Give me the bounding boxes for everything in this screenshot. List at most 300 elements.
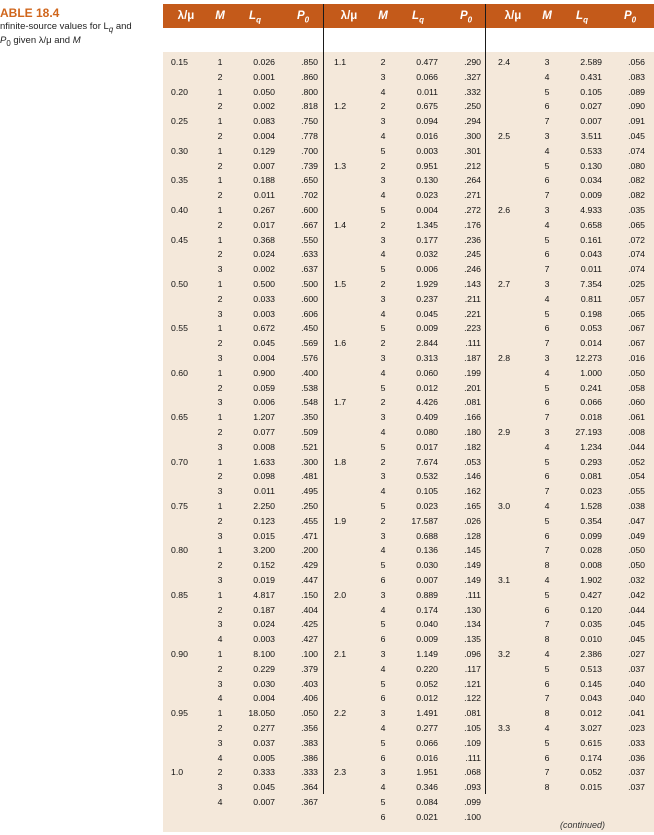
table-cell: 0.034 (580, 175, 602, 186)
table-cell: 3 (380, 412, 386, 423)
table-cell: 2.589 (580, 57, 602, 67)
table-cell: .074 (628, 145, 645, 156)
table-cell: 0.035 (580, 619, 602, 630)
table-cell: .548 (301, 397, 318, 408)
table-cell: .121 (464, 678, 481, 689)
table-cell: 0.094 (416, 116, 438, 127)
table-cell: 17.587 (411, 515, 438, 526)
table-cell: .700 (301, 145, 318, 156)
table-cell: 2 (380, 57, 386, 67)
table-cell: 4 (380, 486, 386, 497)
table-cell: 0.40 (171, 205, 188, 215)
table-cell: 0.675 (416, 101, 438, 112)
header-m-2: M (378, 10, 388, 22)
table-cell: 3 (380, 530, 386, 541)
table-cell: .099 (464, 797, 481, 807)
table-cell: 0.003 (253, 308, 275, 319)
table-cell: 4 (544, 649, 550, 659)
table-cell: 1.902 (580, 575, 602, 585)
table-cell: .111 (465, 752, 481, 763)
table-cell: 0.050 (253, 86, 275, 97)
table-cell: 0.015 (253, 530, 275, 541)
table-cell: 2.0 (334, 589, 347, 600)
table-cell: 5 (380, 264, 386, 275)
table-cell: 0.477 (416, 57, 438, 67)
table-cell: 0.024 (253, 249, 275, 260)
table-cell: 1.528 (580, 501, 602, 511)
table-cell: 1 (217, 145, 223, 156)
data-table (163, 52, 654, 832)
table-cell: 0.033 (253, 293, 275, 304)
table-cell: 2 (380, 338, 386, 349)
table-cell: 2 (217, 427, 223, 437)
table-cell: 0.009 (580, 190, 602, 201)
table-cell: 3 (544, 427, 550, 437)
table-cell: .057 (628, 293, 645, 304)
table-cell: .045 (628, 634, 645, 645)
table-cell: .093 (464, 782, 481, 793)
table-cell: .054 (628, 471, 645, 482)
table-cell: 2.2 (334, 708, 347, 719)
table-cell: 1.951 (416, 767, 438, 778)
table-cell: 1 (217, 116, 223, 127)
table-cell: .026 (464, 515, 481, 526)
table-cell: 5 (380, 737, 386, 748)
table-cell: .089 (628, 86, 645, 97)
table-cell: .427 (301, 634, 318, 645)
table-cell: 0.229 (253, 663, 275, 674)
table-cell: 4 (380, 782, 386, 793)
table-header (163, 4, 654, 28)
table-cell: 3 (380, 71, 386, 82)
table-cell: 2 (380, 397, 386, 408)
table-cell: 5 (380, 501, 386, 511)
table-cell: 6 (544, 471, 550, 482)
table-cell: 0.313 (416, 353, 438, 363)
table-cell: 3 (544, 205, 550, 215)
table-cell: 4 (217, 752, 223, 763)
table-cell: 0.672 (253, 323, 275, 334)
table-cell: .538 (301, 382, 318, 393)
table-cell: .143 (464, 279, 481, 289)
table-cell: .569 (301, 338, 318, 349)
table-cell: 6 (544, 323, 550, 334)
table-cell: 3 (380, 293, 386, 304)
table-cell: 0.55 (171, 323, 188, 334)
table-cell: 1 (217, 456, 223, 467)
table-cell: .637 (301, 264, 318, 275)
table-cell: 3.3 (498, 723, 511, 733)
table-cell: .100 (464, 811, 481, 822)
table-cell: 5 (544, 308, 550, 319)
table-cell: .850 (301, 57, 318, 67)
table-cell: .350 (301, 412, 318, 423)
table-cell: 0.080 (416, 427, 438, 437)
table-cell: .091 (628, 116, 645, 127)
table-cell: 1.4 (334, 219, 347, 230)
table-cell: .404 (301, 604, 318, 615)
table-cell: 3 (380, 589, 386, 600)
header-ratio-2: λ/μ (340, 10, 358, 22)
table-cell: 2.9 (498, 427, 511, 437)
table-cell: 0.012 (416, 693, 438, 704)
table-cell: 0.145 (580, 678, 602, 689)
table-cell: 0.098 (253, 471, 275, 482)
table-cell: .134 (464, 619, 481, 630)
table-cell: 6 (380, 693, 386, 704)
header-m-1: M (215, 10, 225, 22)
table-cell: .109 (464, 737, 481, 748)
table-cell: 0.25 (171, 116, 188, 127)
table-cell: 4 (380, 190, 386, 201)
table-cell: 0.533 (580, 145, 602, 156)
table-cell: 4 (544, 441, 550, 452)
table-cell: 0.900 (253, 367, 275, 378)
table-cell: .082 (628, 190, 645, 201)
table-cell: 2 (380, 515, 386, 526)
table-title: ABLE 18.4 (0, 6, 60, 20)
table-cell: 0.267 (253, 205, 275, 215)
table-cell: .332 (464, 86, 481, 97)
table-cell: .176 (464, 219, 481, 230)
table-cell: 6 (544, 101, 550, 112)
table-cell: .379 (301, 663, 318, 674)
table-cell: .052 (628, 456, 645, 467)
table-cell: 2 (217, 663, 223, 674)
table-cell: 0.431 (580, 71, 602, 82)
table-cell: 1.6 (334, 338, 347, 349)
table-caption (0, 6, 160, 50)
table-cell: 0.011 (253, 486, 275, 497)
table-cell: .290 (464, 57, 481, 67)
table-cell: .146 (464, 471, 481, 482)
table-cell: .212 (464, 160, 481, 171)
table-cell: 0.174 (416, 604, 438, 615)
table-cell: 2.250 (253, 501, 275, 511)
table-cell: 2 (217, 190, 223, 201)
table-cell: .818 (301, 101, 318, 112)
table-cell: 0.889 (416, 589, 438, 600)
table-cell: .272 (464, 205, 481, 215)
table-cell: 0.014 (580, 338, 602, 349)
table-cell: 0.174 (580, 752, 602, 763)
table-cell: 4 (380, 427, 386, 437)
table-cell: 0.003 (416, 145, 438, 156)
table-cell: 0.008 (253, 441, 275, 452)
table-cell: .150 (301, 589, 318, 600)
table-cell: 0.066 (416, 71, 438, 82)
table-cell: 0.004 (253, 353, 275, 363)
table-cell: 0.043 (580, 249, 602, 260)
table-cell: 0.293 (580, 456, 602, 467)
table-cell: .122 (464, 693, 481, 704)
table-cell: 1 (217, 205, 223, 215)
table-cell: .042 (628, 589, 645, 600)
table-cell: .128 (464, 530, 481, 541)
table-cell: 2 (217, 219, 223, 230)
table-cell: 1 (217, 545, 223, 556)
table-cell: 1.9 (334, 515, 347, 526)
table-cell: 3.511 (580, 131, 602, 141)
table-cell: 6 (380, 752, 386, 763)
table-cell: .294 (464, 116, 481, 127)
table-cell: .750 (301, 116, 318, 127)
table-cell: 0.012 (416, 382, 438, 393)
table-cell: 1 (217, 323, 223, 334)
table-cell: 7 (544, 412, 550, 423)
table-cell: .509 (301, 427, 318, 437)
table-cell: 0.277 (253, 723, 275, 733)
table-cell: .223 (464, 323, 481, 334)
table-cell: 2 (217, 71, 223, 82)
table-cell: 2 (217, 249, 223, 260)
table-cell: .800 (301, 86, 318, 97)
table-cell: 4 (380, 249, 386, 260)
table-cell: 6 (380, 811, 386, 822)
table-cell: 0.333 (253, 767, 275, 778)
table-cell: .327 (464, 71, 481, 82)
table-cell: 1.207 (253, 412, 275, 423)
table-cell: 0.016 (416, 752, 438, 763)
table-cell: 0.277 (416, 723, 438, 733)
table-cell: 0.354 (580, 515, 602, 526)
table-cell: .778 (301, 131, 318, 141)
table-cell: 3 (380, 234, 386, 245)
table-cell: .055 (628, 486, 645, 497)
header-m-3: M (542, 10, 552, 22)
table-cell: 3 (544, 57, 550, 67)
table-cell: 4.817 (253, 589, 275, 600)
table-cell: 6 (544, 175, 550, 186)
table-cell: 4 (217, 634, 223, 645)
table-cell: 0.35 (171, 175, 188, 186)
table-cell: 2 (380, 279, 386, 289)
table-cell: .500 (301, 279, 318, 289)
table-cell: 0.95 (171, 708, 188, 719)
table-cell: 5 (380, 382, 386, 393)
table-description: nfinite-source values for $L_q$ and $P_0$ given λ/μ and M (0, 21, 132, 49)
table-cell: .301 (464, 145, 481, 156)
table-cell: 4 (544, 145, 550, 156)
table-cell: 0.50 (171, 279, 188, 289)
table-cell: 2 (217, 767, 223, 778)
table-cell: .065 (628, 219, 645, 230)
table-cell: .702 (301, 190, 318, 201)
table-cell: .211 (464, 293, 481, 304)
table-cell: 0.040 (416, 619, 438, 630)
table-cell: .199 (464, 367, 481, 378)
table-cell: 0.004 (253, 693, 275, 704)
table-cell: 0.65 (171, 412, 188, 423)
table-cell: 6 (544, 397, 550, 408)
table-cell: 2 (217, 160, 223, 171)
table-cell: 0.198 (580, 308, 602, 319)
table-cell: .145 (464, 545, 481, 556)
header-p0-2: $P_0$ (459, 10, 473, 25)
table-cell: .386 (301, 752, 318, 763)
table-cell: .650 (301, 175, 318, 186)
table-cell: 2 (217, 382, 223, 393)
table-cell: 0.75 (171, 501, 188, 511)
table-cell: 0.084 (416, 797, 438, 807)
table-cell: 0.018 (580, 412, 602, 423)
table-cell: 3 (217, 308, 223, 319)
table-cell: 1.234 (580, 441, 602, 452)
table-cell: .045 (628, 131, 645, 141)
table-cell: .032 (628, 575, 645, 585)
table-cell: .246 (464, 264, 481, 275)
header-p0-1: $P_0$ (296, 10, 310, 25)
table-cell: 3 (380, 175, 386, 186)
table-cell: .050 (628, 560, 645, 571)
table-cell: 12.273 (575, 353, 602, 363)
table-cell: .550 (301, 234, 318, 245)
table-cell: 0.010 (580, 634, 602, 645)
table-cell: .090 (628, 101, 645, 112)
table-cell: 3 (217, 353, 223, 363)
table-cell: 0.052 (416, 678, 438, 689)
table-cell: 4 (380, 86, 386, 97)
table-cell: .117 (464, 663, 481, 674)
table-cell: 0.368 (253, 234, 275, 245)
table-cell: 5 (380, 145, 386, 156)
table-cell: .471 (301, 530, 318, 541)
table-cell: 5 (544, 456, 550, 467)
table-cell: .035 (628, 205, 645, 215)
table-cell: 2.4 (498, 57, 511, 67)
table-cell: .221 (464, 308, 481, 319)
table-cell: 0.052 (580, 767, 602, 778)
table-cell: .860 (301, 71, 318, 82)
table-cell: 0.081 (580, 471, 602, 482)
table-cell: .521 (301, 441, 318, 452)
table-cell: 0.007 (416, 575, 438, 585)
table-cell: 0.066 (416, 737, 438, 748)
table-cell: 0.032 (416, 249, 438, 260)
table-cell: .667 (301, 219, 318, 230)
table-cell: .037 (628, 782, 645, 793)
table-cell: 0.15 (171, 57, 188, 67)
table-cell: .038 (628, 501, 645, 511)
table-cell: .606 (301, 308, 318, 319)
table-cell: .200 (301, 545, 318, 556)
table-cell: .016 (628, 353, 645, 363)
table-cell: 3.1 (498, 575, 511, 585)
table-cell: 1.345 (416, 219, 438, 230)
table-cell: 3.200 (253, 545, 275, 556)
table-cell: 4 (544, 71, 550, 82)
table-cell: 5 (380, 441, 386, 452)
table-cell: .049 (628, 530, 645, 541)
table-cell: 3 (217, 441, 223, 452)
table-cell: .033 (628, 737, 645, 748)
table-cell: 18.050 (248, 708, 275, 719)
table-cell: 2 (217, 604, 223, 615)
table-cell: 5 (380, 323, 386, 334)
table-cell: .300 (301, 456, 318, 467)
table-cell: .060 (628, 397, 645, 408)
table-cell: 0.004 (253, 131, 275, 141)
table-cell: .100 (301, 649, 318, 659)
table-cell: 0.083 (253, 116, 275, 127)
table-cell: 2.6 (498, 205, 511, 215)
table-cell: 3 (380, 116, 386, 127)
table-cell: .080 (628, 160, 645, 171)
table-cell: 4 (544, 367, 550, 378)
table-cell: 5 (380, 560, 386, 571)
table-cell: 5 (544, 86, 550, 97)
table-cell: .180 (464, 427, 481, 437)
table-cell: 0.123 (253, 515, 275, 526)
table-cell: .065 (628, 308, 645, 319)
table-cell: 3 (544, 353, 550, 363)
table-cell: 4 (544, 219, 550, 230)
table-cell: 3 (380, 767, 386, 778)
table-cell: 7 (544, 116, 550, 127)
table-cell: 2 (217, 515, 223, 526)
table-cell: 0.030 (416, 560, 438, 571)
table-cell: 0.136 (416, 545, 438, 556)
table-cell: 1.491 (416, 708, 438, 719)
table-cell: 2 (217, 101, 223, 112)
table-cell: .040 (628, 693, 645, 704)
table-cell: .096 (464, 649, 481, 659)
table-cell: 1 (217, 57, 223, 67)
table-cell: 3 (544, 279, 550, 289)
header-lq-1: $L_q$ (249, 10, 261, 25)
table-cell: 0.011 (416, 86, 438, 97)
table-cell: 2.386 (580, 649, 602, 659)
table-cell: 7 (544, 338, 550, 349)
table-cell: 3 (217, 737, 223, 748)
table-cell: 0.021 (416, 811, 438, 822)
table-cell: 5 (380, 678, 386, 689)
table-cell: 4 (380, 663, 386, 674)
table-cell: 2 (217, 560, 223, 571)
table-cell: .250 (301, 501, 318, 511)
table-cell: 0.105 (580, 86, 602, 97)
table-cell: 7 (544, 545, 550, 556)
table-cell: 6 (544, 604, 550, 615)
table-cell: 4 (217, 693, 223, 704)
table-cell: 3 (217, 619, 223, 630)
table-cell: 3 (380, 708, 386, 719)
table-cell: .023 (628, 723, 645, 733)
table-cell: 0.017 (416, 441, 438, 452)
table-cell: .162 (464, 486, 481, 497)
table-cell: 4 (544, 723, 550, 733)
table-cell: 0.532 (416, 471, 438, 482)
table-cell: 3 (380, 471, 386, 482)
table-cell: 0.007 (253, 160, 275, 171)
table-cell: 3 (380, 353, 386, 363)
table-cell: 0.80 (171, 545, 188, 556)
table-cell: .271 (464, 190, 481, 201)
table-cell: .576 (301, 353, 318, 363)
table-cell: .081 (464, 708, 481, 719)
table-cell: 3.0 (498, 501, 511, 511)
table-cell: .037 (628, 663, 645, 674)
table-cell: .008 (628, 427, 645, 437)
table-cell: 1.929 (416, 279, 438, 289)
table-cell: 0.026 (253, 57, 275, 67)
table-cell: 0.066 (580, 397, 602, 408)
table-cell: 5 (544, 160, 550, 171)
table-cell: .481 (301, 471, 318, 482)
table-cell: 8 (544, 708, 550, 719)
table-cell: 0.129 (253, 145, 275, 156)
table-cell: 0.003 (253, 634, 275, 645)
